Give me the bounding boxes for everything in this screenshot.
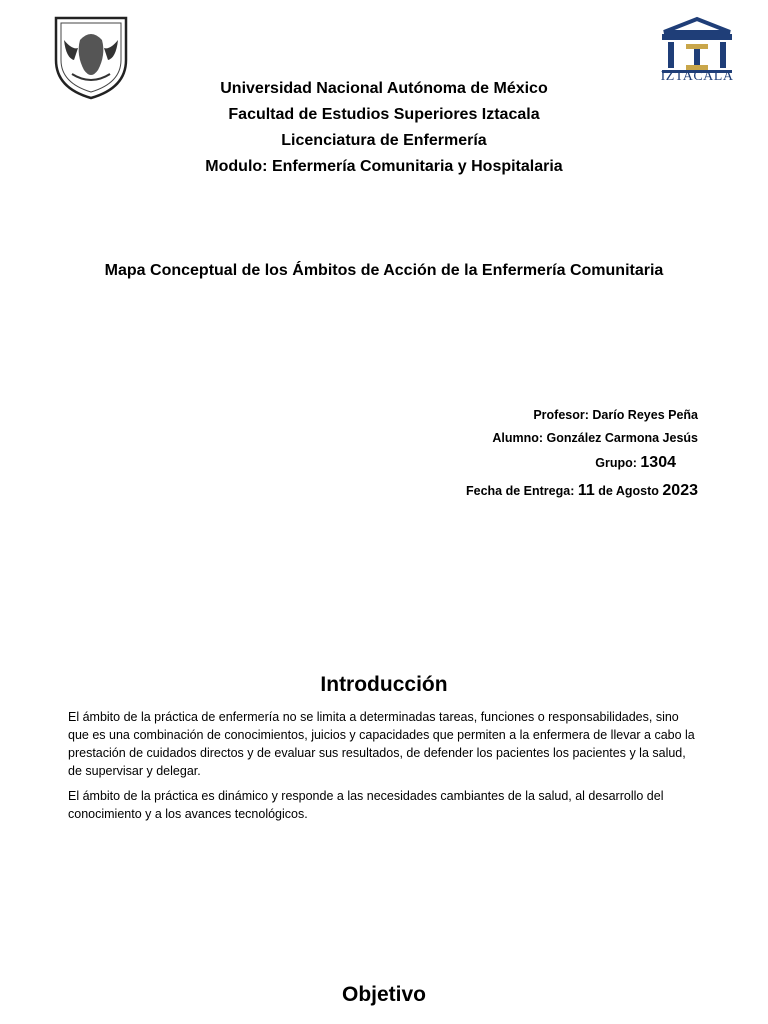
profesor-line: Profesor: Darío Reyes Peña — [533, 408, 698, 422]
intro-heading: Introducción — [320, 673, 448, 696]
program-name: Licenciatura de Enfermería — [281, 132, 487, 149]
institution-header — [0, 76, 768, 180]
grupo-line — [595, 454, 676, 472]
document-title: Mapa Conceptual de los Ámbitos de Acción de la Enfermería Comunitaria — [104, 262, 664, 279]
fecha-day: 11 — [577, 482, 595, 499]
fecha-year: 2023 — [662, 482, 698, 499]
iztacala-logo-wordmark: IZTACALA — [660, 69, 734, 84]
objetivo-heading: Objetivo — [341, 983, 426, 1006]
grupo-value: 1304 — [640, 454, 676, 471]
intro-paragraph-1: El ámbito de la práctica de enfermería no se limita a determinadas tareas, funciones o responsabilidades, sino que es una combinación de conocimientos, juicios y capacidades que permiten a la enfermera de llevar a cabo la prestación de cuidados directos y de evaluar sus resultados, de defender los pacientes los pacientes y la salud, de supervisar y delegar. — [68, 710, 695, 778]
fecha-month: de Agosto — [598, 484, 659, 498]
intro-paragraph-2: El ámbito de la práctica es dinámico y responde a las necesidades cambiantes de la salud, al desarrollo del conocimiento y a los avances tecnológicos. — [68, 789, 664, 821]
faculty-name: Facultad de Estudios Superiores Iztacala — [228, 106, 540, 123]
fecha-label: Fecha de Entrega: — [466, 484, 575, 498]
fecha-line — [466, 482, 698, 500]
alumno-line: Alumno: González Carmona Jesús — [492, 431, 698, 445]
module-name: Modulo: Enfermería Comunitaria y Hospitalaria — [205, 158, 563, 175]
grupo-label: Grupo: — [595, 456, 637, 470]
university-name: Universidad Nacional Autónoma de México — [220, 80, 548, 97]
